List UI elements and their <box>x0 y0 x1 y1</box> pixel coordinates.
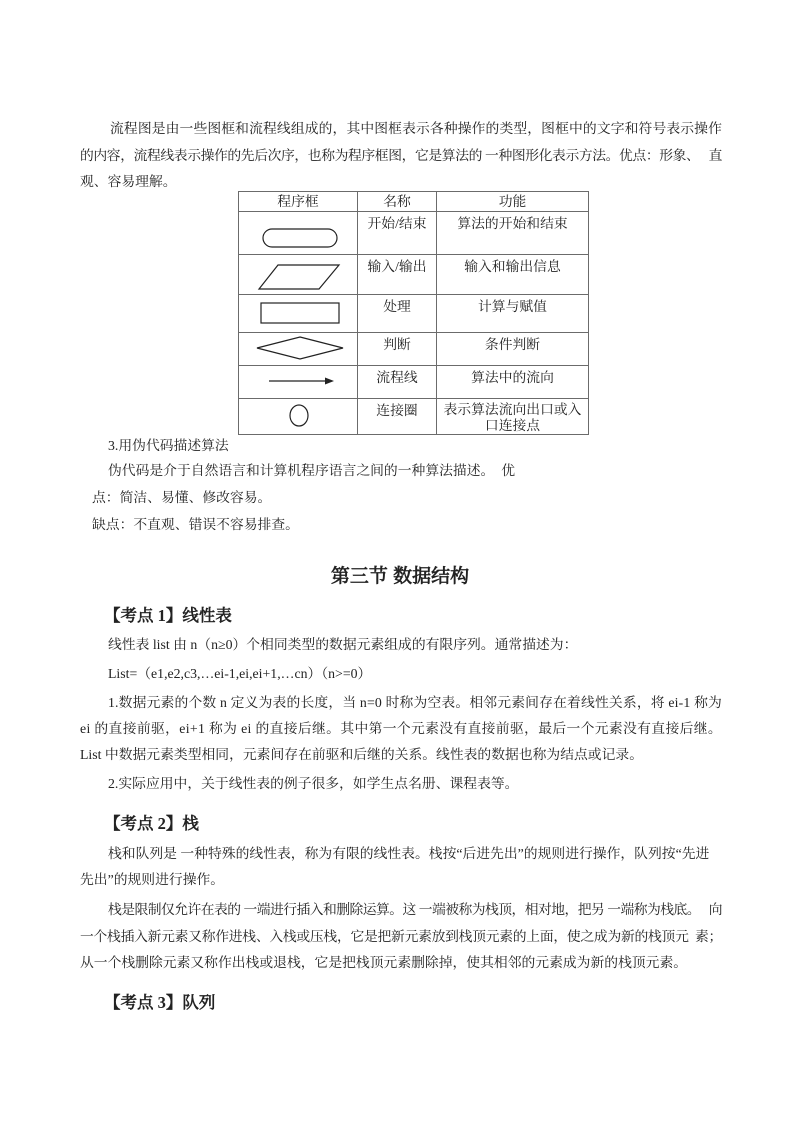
terminator-shape-icon <box>239 212 357 254</box>
paragraph-line: 缺点：不直观、错误不容易排查。 <box>92 517 299 532</box>
parallelogram-shape-icon <box>239 255 357 294</box>
intro-line: 流程图是由一些图框和流程线组成的，其中图框表示各种操作的类型，图框中的文字和符号表示操作 <box>110 121 722 136</box>
connector-outline <box>290 405 308 426</box>
header-function: 功能 <box>437 192 589 212</box>
shape-cell <box>239 295 358 333</box>
symbol-name: 输入/输出 <box>358 255 437 295</box>
symbol-name: 流程线 <box>358 366 437 399</box>
symbol-function: 输入和输出信息 <box>437 255 589 295</box>
table-row <box>239 399 589 435</box>
table-row <box>239 212 589 255</box>
paragraph-line: 2.实际应用中，关于线性表的例子很多，如学生点名册、课程表等。 <box>108 776 519 791</box>
paragraph-line: 栈和队列是 一种特殊的线性表，称为有限的线性表。栈按“后进先出”的规则进行操作，队列按“先进 <box>108 846 710 861</box>
paragraph-line: 从一个栈删除元素又称作出栈或退栈，它是把栈顶元素删除掉，使其相邻的元素成为新的栈顶元素。 <box>80 955 688 970</box>
subsection-title: 3.用伪代码描述算法 <box>108 438 229 453</box>
paragraph-line: 栈是限制仅允许在表的 一端进行插入和删除运算。这 一端被称为栈顶，相对地，把另 一端称为栈底。 向 <box>108 902 722 917</box>
arrow-line-icon <box>239 366 357 398</box>
symbol-name: 判断 <box>358 333 437 366</box>
symbol-function: 算法中的流向 <box>437 366 589 399</box>
header-shape: 程序框 <box>239 192 358 212</box>
key-point-heading: 【考点 2】栈 <box>104 814 199 833</box>
paragraph-line: List 中数据元素类型相同，元素间存在前驱和后继的关系。线性表的数据也称为结点或记录。 <box>80 747 643 762</box>
paragraph-line: ei 的直接前驱，ei+1 称为 ei 的直接后继。其中第一个元素没有直接前驱，最后一个元素没有直接后继。 <box>80 721 722 736</box>
rectangle-shape-icon <box>239 295 357 332</box>
diamond-outline <box>257 337 343 359</box>
table-row <box>239 255 589 295</box>
paragraph-line: 线性表 list 由 n（n≥0）个相同类型的数据元素组成的有限序列。通常描述为： <box>108 637 578 652</box>
table-row <box>239 295 589 333</box>
diamond-shape-icon <box>239 333 357 365</box>
key-point-heading: 【考点 3】队列 <box>104 993 216 1012</box>
table-header-row <box>239 192 589 212</box>
shape-cell <box>239 333 358 366</box>
symbol-function: 表示算法流向出口或入口连接点 <box>437 399 589 435</box>
arrow-head <box>325 378 334 385</box>
intro-line: 的内容，流程线表示操作的先后次序，也称为程序框图，它是算法的 一种图形化表示方法。优点：形象、 直 <box>80 148 722 163</box>
formula-line: List=（e1,e2,c3,…ei-1,ei,ei+1,…cn）（n>=0） <box>108 666 372 681</box>
paragraph-line: 一个栈插入新元素又称作进栈、入栈或压栈，它是把新元素放到栈顶元素的上面，使之成为新的栈顶元 素； <box>80 929 722 944</box>
circle-connector-icon <box>239 399 357 433</box>
symbol-function: 计算与赋值 <box>437 295 589 333</box>
shape-cell <box>239 399 358 435</box>
symbol-name: 开始/结束 <box>358 212 437 255</box>
shape-cell <box>239 255 358 295</box>
terminator-outline <box>263 229 337 247</box>
paragraph-line: 先出”的规则进行操作。 <box>80 872 225 887</box>
paragraph-line: 点：简洁、易懂、修改容易。 <box>92 490 272 505</box>
paragraph-line: 伪代码是介于自然语言和计算机程序语言之间的一种算法描述。 优 <box>108 463 516 478</box>
parallelogram-outline <box>259 265 339 289</box>
paragraph-line: 1.数据元素的个数 n 定义为表的长度，当 n=0 时称为空表。相邻元素间存在着线性关系，将 ei-1 称为 <box>108 695 722 710</box>
symbol-function: 算法的开始和结束 <box>437 212 589 255</box>
symbol-name: 处理 <box>358 295 437 333</box>
table-row <box>239 333 589 366</box>
header-name: 名称 <box>358 192 437 212</box>
symbol-function: 条件判断 <box>437 333 589 366</box>
rectangle-outline <box>261 303 339 323</box>
table-row <box>239 366 589 399</box>
intro-line: 观、容易理解。 <box>80 174 177 189</box>
shape-cell <box>239 366 358 399</box>
key-point-heading: 【考点 1】线性表 <box>104 606 232 625</box>
flowchart-symbol-table <box>238 191 589 435</box>
shape-cell <box>239 212 358 255</box>
symbol-name: 连接圈 <box>358 399 437 435</box>
section-title: 第三节 数据结构 <box>330 566 470 587</box>
